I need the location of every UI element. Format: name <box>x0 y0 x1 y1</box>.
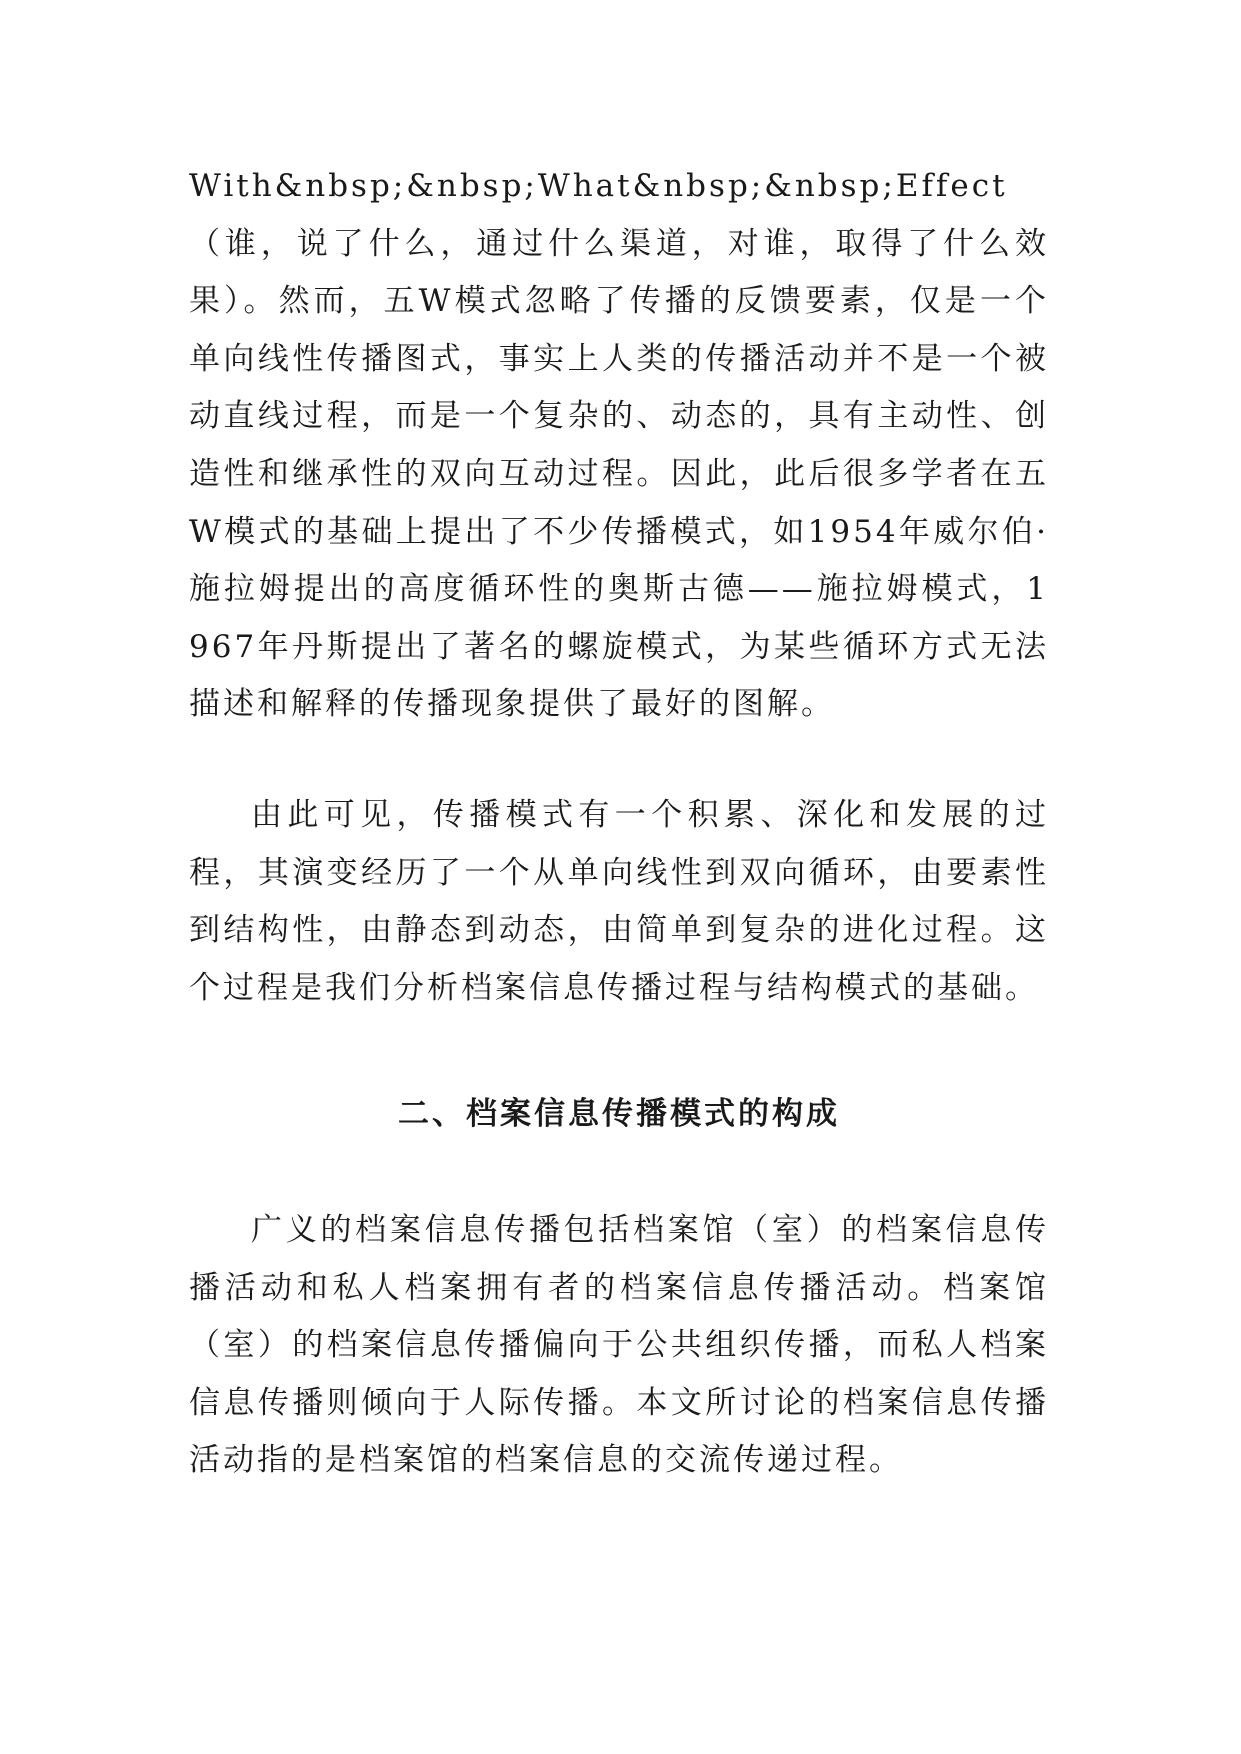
section-heading: 二、档案信息传播模式的构成 <box>398 1096 840 1132</box>
paragraph-communication-models: With&nbsp;&nbsp;What&nbsp;&nbsp;Effect（谁，说了什么，通过什么渠道，对谁，取得了什么效果）。然而，五W模式忽略了传播的反馈要素，仅是一个单向线性传播图式，事实上人类的传播活动并不是一个被动直线过程，而是一个复杂的、动态的，具有主动性、创造性和继承性的双向互动过程。因此，此后很多学者在五W模式的基础上提出了不少传播模式，如1954年威尔伯·施拉姆提出的高度循环性的奥斯古德——施拉姆模式，1967年丹斯提出了著名的螺旋模式，为某些循环方式无法描述和解释的传播现象提供了最好的图解。 <box>189 168 1049 723</box>
paragraph-model-evolution: 由此可见，传播模式有一个积累、深化和发展的过程，其演变经历了一个从单向线性到双向循环，由要素性到结构性，由静态到动态，由简单到复杂的进化过程。这个过程是我们分析档案信息传播过程与结构模式的基础。 <box>189 797 1049 1006</box>
paragraph-archive-communication: 广义的档案信息传播包括档案馆（室）的档案信息传播活动和私人档案拥有者的档案信息传播活动。档案馆（室）的档案信息传播偏向于公共组织传播，而私人档案信息传播则倾向于人际传播。本文所讨论的档案信息传播活动指的是档案馆的档案信息的交流传递过程。 <box>189 1212 1049 1479</box>
